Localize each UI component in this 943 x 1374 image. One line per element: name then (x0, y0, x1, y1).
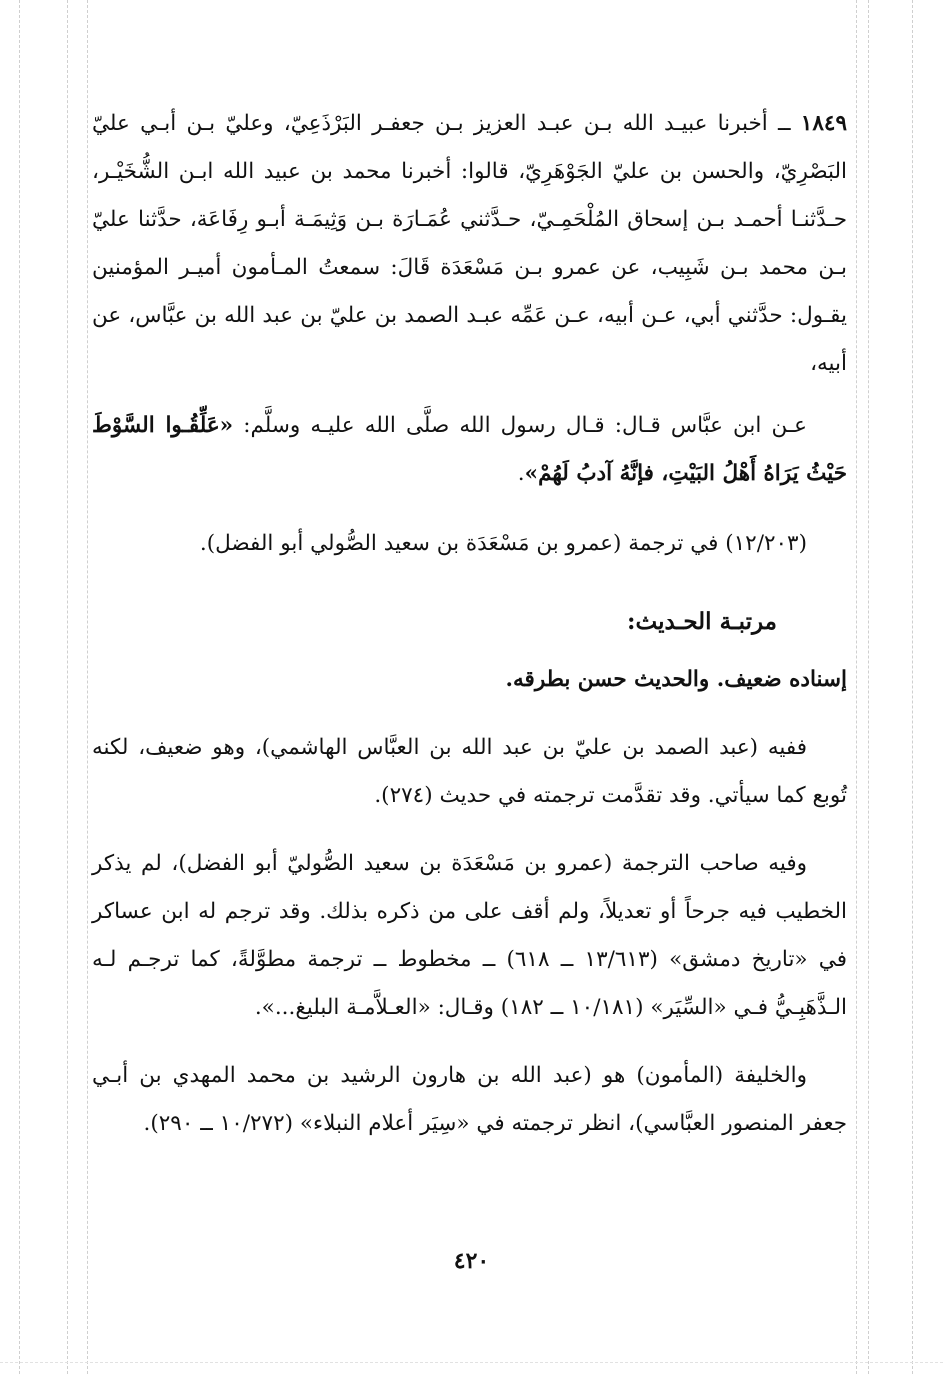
scan-guide-line (868, 0, 869, 1374)
commentary-paragraph: والخليفة (المأمون) هو (عبد الله بن هارون الرشيد بن محمد المهدي بن أبـي جعفر المنصور العبَّاسي)، انظر ترجمته في «سِيَر أعلام النبلاء» (١٠/٢٧٢ ــ ٢٩٠). (92, 1063, 847, 1136)
commentary-paragraph: وفيه صاحب الترجمة (عمرو بن مَسْعَدَة بن سعيد الصُّوليّ أبو الفضل)، لم يذكر الخطيب فيه جرحاً أو تعديلاً، ولم أقف على من ذكره بذلك. وقد ترجم له ابن عساكر في «تاريخ دمشق» (١٣/٦١٣ ــ ٦١٨) ــ مخطوط ــ ترجمة مطوَّلةً، كما ترجـم لـه الـذَّهَبِـيُّ فـي «السِّيَر» (١٠/١٨١ ــ ١٨٢) وقـال: «العـلاَّمـة البليغ...». (92, 851, 847, 1020)
hadith-isnad (92, 100, 847, 388)
scan-guide-line (0, 1362, 943, 1363)
grade-heading: مرتبـة الحـديث: (627, 608, 777, 635)
matn-intro: عـن ابن عبَّاس قـال: قـال رسول الله صلَّى الله عليـه وسلَّم: (243, 413, 807, 438)
scan-guide-line (856, 0, 857, 1374)
scan-guide-line (19, 0, 20, 1374)
page-number: ٤٢٠ (453, 1248, 490, 1274)
hadith-matn (92, 402, 847, 498)
source-reference: (١٢/٢٠٣) في ترجمة (عمرو بن مَسْعَدَة بن سعيد الصُّولي أبو الفضل). (199, 531, 807, 556)
matn-end: . (517, 461, 525, 486)
hadith-number: ١٨٤٩ (800, 111, 847, 136)
grade-text: إسناده ضعيف. والحديث حسن بطرقه. (505, 667, 847, 692)
scan-guide-line (912, 0, 913, 1374)
matn-quote: «عَلِّقُـوا السَّوْطَ حَيْثُ يَرَاهُ أَهْلُ البَيْتِ، فإنَّهُ آدبُ لَهُمْ» (92, 413, 847, 486)
scan-guide-line (87, 0, 88, 1374)
commentary-paragraph: ففيه (عبد الصمد بن عليّ بن عبد الله بن العبَّاس الهاشمي)، وهو ضعيف، لكنه تُوبع كما سيأتي. وقد تقدَّمت ترجمته في حديث (٢٧٤). (92, 735, 847, 808)
page-body (92, 100, 847, 1148)
isnad-text: ــ أخبرنا عبيـد الله بـن عبـد العزيز بـن جعفـر البَرْذَعِيّ، وعليّ بـن أبـي عليّ البَصْرِيّ، والحسن بن عليّ الجَوْهَرِيّ، قالوا: أخبرنا محمد بن عبيد الله ابـن الشُّخَيْـر، حـدَّثنـا أحمـد بـن إسحاق المُلْحَمِـيّ، حـدَّثني عُمَـارَة بـن وَثِيمَـة أبـو رِفَاعَة، حدَّثنا عليّ بـن محمد بـن شَبِيب، عن عمرو بـن مَسْعَدَة قَالَ: سمعتُ المـأمون أميـر المؤمنين يقـول: حدَّثني أبي، عـن أبيه، عـن عَمِّه عبـد الصمد بن عليّ بن عبد الله بن عبَّاس، عن أبيه، (92, 111, 847, 376)
scan-guide-line (67, 0, 68, 1374)
